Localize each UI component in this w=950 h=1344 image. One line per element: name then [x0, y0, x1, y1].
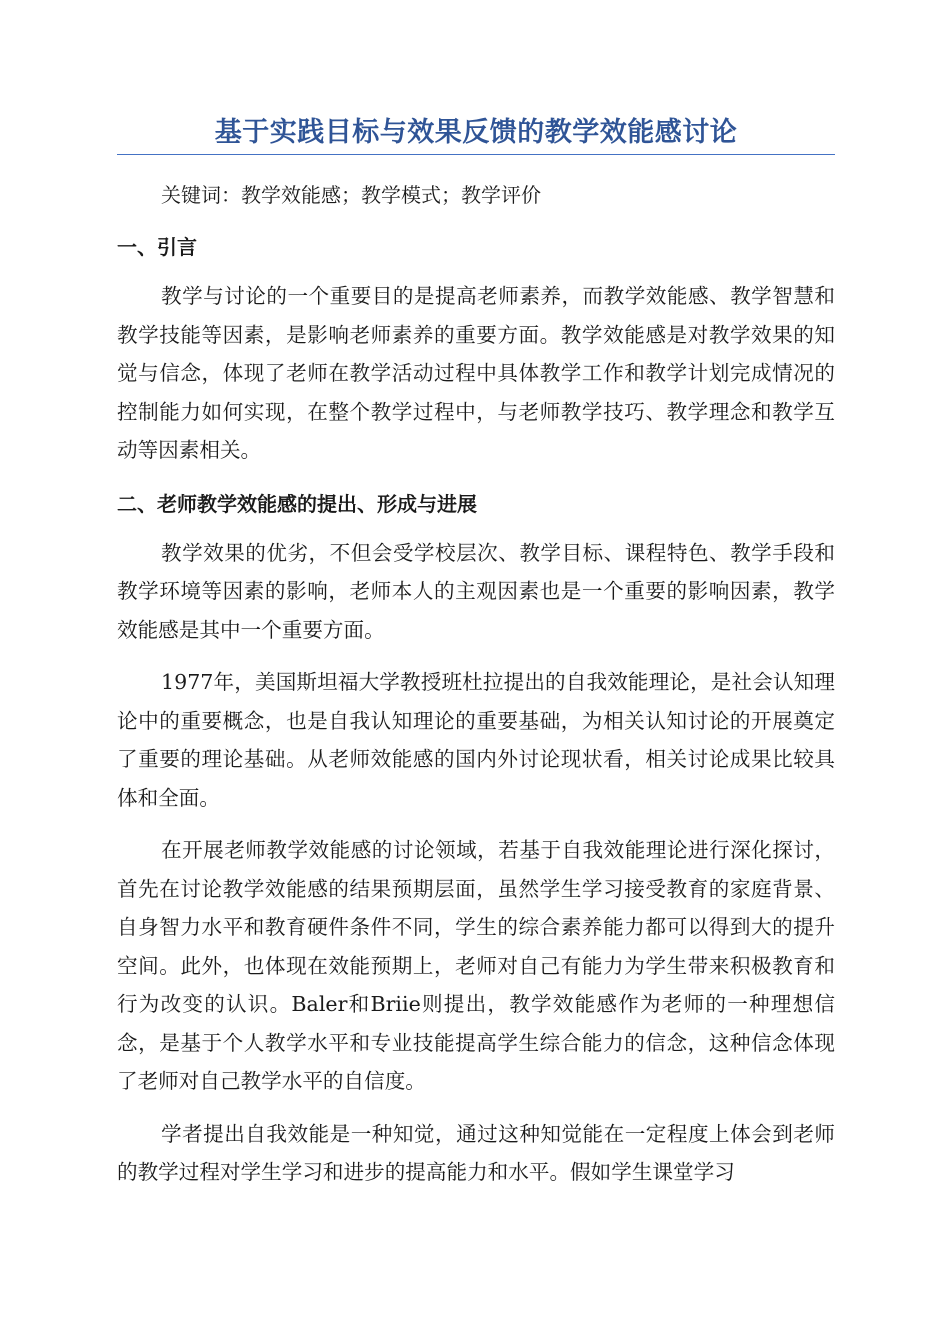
- paragraph-efficacy-3: 在开展老师教学效能感的讨论领域，若基于自我效能理论进行深化探讨，首先在讨论教学效能感的结果预期层面，虽然学生学习接受教育的家庭背景、自身智力水平和教育硬件条件不同，学生的综合素养能力都可以得到大的提升空间。此外，也体现在效能预期上，老师对自己有能力为学生带来积极教育和行为改变的认识。Baler和Briie则提出，教学效能感作为老师的一种理想信念，是基于个人教学水平和专业技能提高学生综合能力的信念，这种信念体现了老师对自己教学水平的自信度。: [117, 838, 835, 1093]
- paragraph-efficacy-1: 教学效果的优劣，不但会受学校层次、教学目标、课程特色、教学手段和教学环境等因素的影响，老师本人的主观因素也是一个重要的影响因素，教学效能感是其中一个重要方面。: [117, 540, 835, 642]
- keywords-line: 关键词：教学效能感；教学模式；教学评价: [161, 183, 541, 207]
- document-title: 基于实践目标与效果反馈的教学效能感讨论: [117, 112, 835, 155]
- section-heading-efficacy-development: 二、老师教学效能感的提出、形成与进展: [117, 491, 477, 516]
- document-page: [117, 112, 835, 1192]
- paragraph-intro-1: 教学与讨论的一个重要目的是提高老师素养，而教学效能感、教学智慧和教学技能等因素，是影响老师素养的重要方面。教学效能感是对教学效果的知觉与信念，体现了老师在教学活动过程中具体教学工作和教学计划完成情况的控制能力如何实现，在整个教学过程中，与老师教学技巧、教学理念和教学互动等因素相关。: [117, 284, 835, 462]
- paragraph-efficacy-2: 1977年，美国斯坦福大学教授班杜拉提出的自我效能理论，是社会认知理论中的重要概念，也是自我认知理论的重要基础，为相关认知讨论的开展奠定了重要的理论基础。从老师效能感的国内外讨论现状看，相关讨论成果比较具体和全面。: [117, 670, 835, 810]
- section-heading-introduction: 一、引言: [117, 235, 197, 259]
- paragraph-efficacy-4: 学者提出自我效能是一种知觉，通过这种知觉能在一定程度上体会到老师的教学过程对学生学习和进步的提高能力和水平。假如学生课堂学习: [117, 1121, 835, 1184]
